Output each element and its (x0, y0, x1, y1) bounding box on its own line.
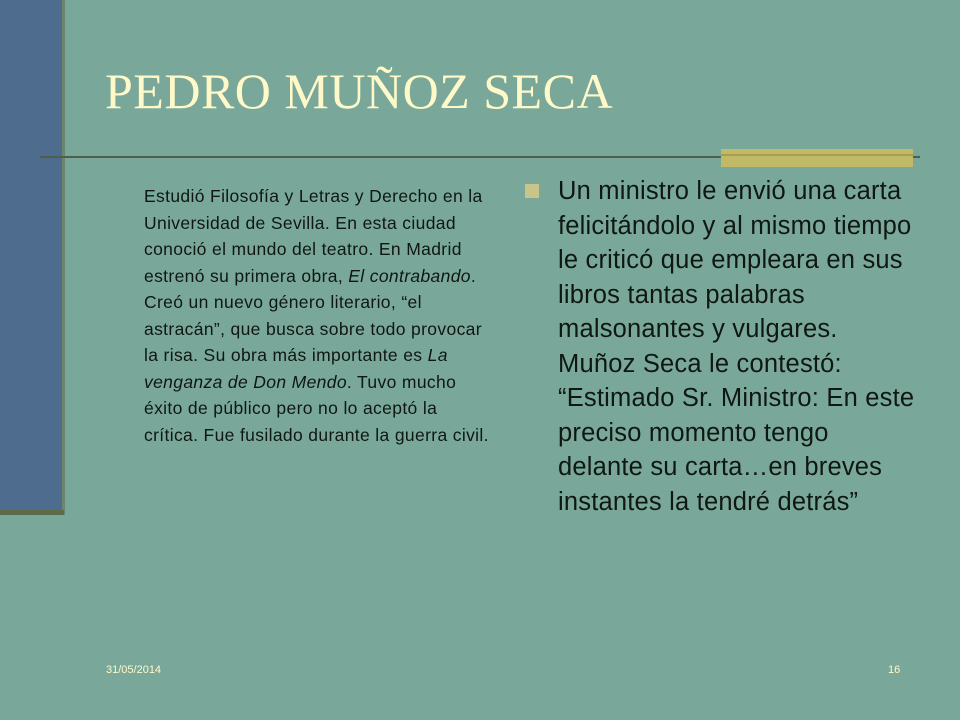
biography-text-3: . Tuvo mucho éxito de público pero no lo aceptó la crítica. Fue fusilado durante la guerra civil. (144, 371, 489, 445)
accent-bar-decoration (721, 149, 913, 167)
work-title-la-venganza: La venganza de Don Mendo (144, 345, 448, 392)
anecdote-bullet (525, 174, 920, 519)
square-bullet-icon (525, 184, 539, 198)
side-bar-decoration (0, 0, 62, 512)
side-bar-shadow-decoration (0, 510, 64, 515)
work-title-el-contrabando: El contrabando (348, 265, 471, 286)
biography-text-1: Estudió Filosofía y Letras y Derecho en la Universidad de Sevilla. En esta ciudad conoció el mundo del teatro. En Madrid estrenó su primera obra, (144, 186, 483, 286)
footer-date: 31/05/2014 (106, 664, 162, 676)
biography-paragraph (144, 183, 494, 448)
side-bar-edge-decoration (62, 0, 65, 515)
anecdote-text: Un ministro le envió una carta felicitándolo y al mismo tiempo le criticó que empleara en sus libros tantas palabras malsonantes y vulgares. Muñoz Seca le contestó: “Estimado Sr. Ministro: En este preciso momento tengo delante su carta…en breves instantes la tendré detrás” (558, 177, 915, 516)
slide-title: PEDRO MUÑOZ SECA (105, 63, 614, 119)
biography-text-2: . Creó un nuevo género literario, “el astracán”, que busca sobre todo provocar la risa. Su obra más importante es (144, 265, 482, 365)
footer-page-number: 16 (888, 664, 901, 676)
